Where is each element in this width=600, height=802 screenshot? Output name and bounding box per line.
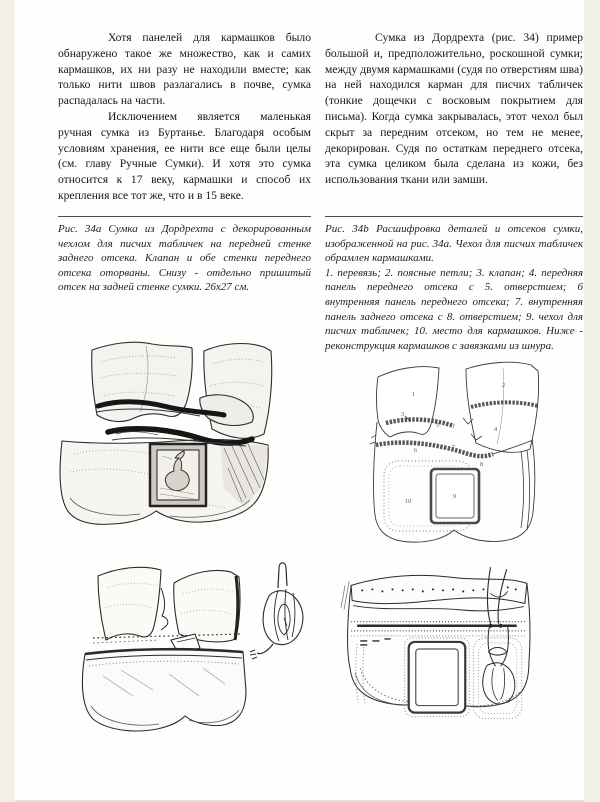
diagram-label: 2 [502,382,506,389]
paragraph: Сумка из Дордрехта (рис. 34) пример большой и, предположительно, роскошной сумки; между двумя кармашками (судя по отверстиям шва) на ней находился карман для писчих табличек (тонкие дощечки с восковым покрытием для письма). Когда сумка закрывалась, этот чехол был скрыт за передним отсеком, но тем не менее, декорирован. Судя по остаткам переднего отсека, эта сумка целиком была сделана из кожи, без использования ткани или замши. [325,31,583,187]
diagram-label: 1 [412,391,416,398]
paragraph: Исключением является маленькая ручная сумка из Буртанье. Благодаря особым условиям хранения, ее нити все еще были целы (см. главу Ручные Сумки). И хотя это сумка относится к 17 веку, кармашки и способ их крепления все тот же, что и в 15 веке. [58,109,311,202]
fig-34a-bag-drawing [50,338,280,538]
caption-fig-34b [325,216,583,353]
diagram-label: 4 [494,426,498,433]
caption-fig-34a [58,216,311,295]
diagram-label: 10 [405,498,412,505]
bag-front-panel-illustration [338,563,540,735]
bag-back-panel-illustration [73,556,318,741]
caption-text: Рис. 34а Сумка из Дордрехта с декорированным чехлом для писчих табличек на передней стенке заднего отсека. Клапан и обе стенки переднего отсека оторваны. Снизу - отдельно пришитый отсек на задней стенке сумки. 26х27 см. [58,223,311,294]
body-text-right-column [325,30,583,188]
bag-diagram-outline [363,360,543,556]
fig-bottom-left-bag-and-pouch [73,556,318,741]
caption-intro: Рис. 34b Расшифровка деталей и отсеков сумки, изображенной на рис. 34а. Чехол для писчих табличек обрамлен кармашками. [325,223,583,265]
diagram-label: 6 [414,447,418,454]
body-text-left-column [58,30,311,204]
caption-legend: 1. перевязь; 2. поясные петли; 3. клапан; 4. передняя панель переднего отсека с 5. отверстием; 6 внутренняя панель переднего отсека; 7. внутренняя панель заднего отсека с 8. отверстием; 9. чехол для писчих табличек; 10. место для кармашков. Ниже - реконструкция кармашков с завязками из шнура. [325,266,583,352]
diagram-label: 8 [480,461,484,468]
diagram-label: 5 [436,422,440,429]
fig-34b-numbered-diagram [363,360,543,556]
page-paper [15,0,584,802]
fig-bottom-right-bag [338,563,540,735]
diagram-label: 3 [401,411,405,418]
diagram-label: 9 [453,493,457,500]
corded-pouch [250,563,303,659]
diagram-label: 7 [452,444,456,451]
bag-illustration-shaded [50,338,280,538]
paragraph: Хотя панелей для кармашков было обнаружено такое же множество, как и самих кармашков, их ни разу не находили вместе; как только нити швов разлагались в почве, сумка распадалась на части. [58,31,311,108]
